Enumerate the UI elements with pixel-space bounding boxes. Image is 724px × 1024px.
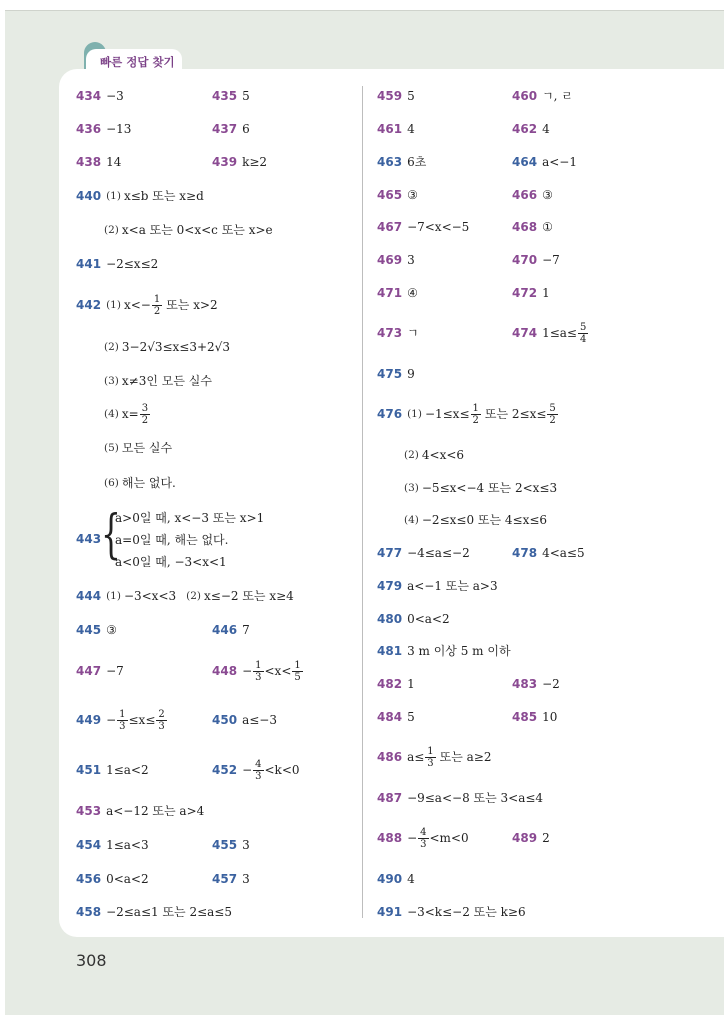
fraction: $\frac{3}{2}$: [141, 402, 149, 426]
answer-476-3: (3) −5≤x<−4 또는 2<x≤3: [404, 481, 558, 495]
page-number: 308: [76, 951, 107, 970]
answer-471: 471 ④: [377, 286, 418, 300]
answer-442-1: 442 (1) x<− $\frac{1}{2}$ 또는 x>2: [76, 293, 218, 317]
answer-456: 456 0<a<2: [76, 872, 149, 886]
answer-450: 450 a≤−3: [212, 713, 277, 727]
answer-442-2: (2) 3−2√3≤x≤3+2√3: [104, 340, 230, 354]
answer-440-2: (2) x<a 또는 0<x<c 또는 x>e: [104, 223, 273, 237]
answer-449: 449 − $\frac{1}{3}$ ≤x≤ $\frac{2}{3}$: [76, 708, 165, 732]
case-line: a<0일 때, −3<x<1: [115, 555, 227, 569]
answer-468: 468 ①: [512, 220, 553, 234]
case-lines: [115, 507, 264, 573]
answer-445: 445 ③: [76, 623, 117, 637]
answer-462: 462 4: [512, 122, 550, 136]
answer-466: 466 ③: [512, 188, 553, 202]
answer-473: 473 ㄱ: [377, 326, 419, 340]
answer-442-5: (5) 모든 실수: [104, 441, 173, 455]
answer-441: 441 −2≤x≤2: [76, 257, 159, 271]
answer-434: 434 −3: [76, 89, 124, 103]
answer-476-4: (4) −2≤x≤0 또는 4≤x≤6: [404, 513, 548, 527]
answer-439: 439 k≥2: [212, 155, 268, 169]
fraction: $\frac{4}{3}$: [255, 758, 262, 782]
answer-455: 455 3: [212, 838, 250, 852]
answer-482: 482 1: [377, 677, 415, 691]
answer-452: 452 − $\frac{4}{3}$ <k<0: [212, 758, 300, 782]
column-divider: [362, 86, 363, 918]
case-line: a=0일 때, 해는 없다.: [115, 533, 229, 547]
answer-442-6: (6) 해는 없다.: [104, 476, 176, 490]
fraction: $\frac{1}{3}$: [255, 659, 262, 683]
fraction: $\frac{5}{2}$: [549, 402, 556, 426]
answer-453: 453 a<−12 또는 a>4: [76, 804, 205, 818]
answer-446: 446 7: [212, 623, 250, 637]
answer-436: 436 −13: [76, 122, 132, 136]
answer-460: 460 ㄱ, ㄹ: [512, 89, 573, 103]
answer-478: 478 4<a≤5: [512, 546, 585, 560]
answer-489: 489 2: [512, 831, 550, 845]
fraction: $\frac{1}{5}$: [294, 659, 301, 683]
fraction: $\frac{2}{3}$: [158, 708, 165, 732]
answer-486: 486 a≤ $\frac{1}{3}$ 또는 a≥2: [377, 745, 492, 769]
answer-438: 438 14: [76, 155, 122, 169]
fraction: $\frac{1}{3}$: [427, 745, 434, 769]
answer-458: 458 −2≤a≤1 또는 2≤a≤5: [76, 905, 232, 919]
answer-457: 457 3: [212, 872, 250, 886]
answer-454: 454 1≤a<3: [76, 838, 149, 852]
fraction: $\frac{1}{3}$: [119, 708, 126, 732]
answer-491: 491 −3<k≤−2 또는 k≥6: [377, 905, 526, 919]
answer-437: 437 6: [212, 122, 250, 136]
answer-465: 465 ③: [377, 188, 418, 202]
answer-440-1: 440 (1) x≤b 또는 x≥d: [76, 189, 204, 203]
answer-444: 444 (1) −3<x<3 (2) x≤−2 또는 x≥4: [76, 589, 294, 603]
answer-475: 475 9: [377, 367, 415, 381]
fraction: $\frac{1}{2}$: [472, 402, 479, 426]
answer-479: 479 a<−1 또는 a>3: [377, 579, 498, 593]
answer-487: 487 −9≤a<−8 또는 3<a≤4: [377, 791, 544, 805]
answer-459: 459 5: [377, 89, 415, 103]
answer-485: 485 10: [512, 710, 558, 724]
answer-470: 470 −7: [512, 253, 560, 267]
answer-464: 464 a<−1: [512, 155, 577, 169]
brace: {: [101, 505, 121, 565]
section-title: 빠른 정답 찾기: [100, 55, 175, 69]
answer-469: 469 3: [377, 253, 415, 267]
fraction: $\frac{5}{4}$: [579, 321, 587, 345]
answer-442-4: (4) x= $\frac{3}{2}$: [104, 402, 149, 426]
answer-472: 472 1: [512, 286, 550, 300]
answer-467: 467 −7<x<−5: [377, 220, 470, 234]
answer-435: 435 5: [212, 89, 250, 103]
answer-480: 480 0<a<2: [377, 612, 450, 626]
answer-481: 481 3 m 이상 5 m 이하: [377, 644, 511, 658]
answer-463: 463 6초: [377, 155, 427, 169]
answer-476-1: 476 (1) −1≤x≤ $\frac{1}{2}$ 또는 2≤x≤ $\frac{5}{2}$: [377, 402, 556, 426]
answer-483: 483 −2: [512, 677, 560, 691]
answer-484: 484 5: [377, 710, 415, 724]
fraction: $\frac{1}{2}$: [153, 293, 161, 317]
case-line: a>0일 때, x<−3 또는 x>1: [115, 511, 265, 525]
answer-490: 490 4: [377, 872, 415, 886]
answer-488: 488 − $\frac{4}{3}$ <m<0: [377, 826, 469, 850]
fraction: $\frac{4}{3}$: [420, 826, 427, 850]
answer-461: 461 4: [377, 122, 415, 136]
answer-477: 477 −4≤a≤−2: [377, 546, 470, 560]
answer-474: 474 1≤a≤ $\frac{5}{4}$: [512, 321, 587, 345]
answer-451: 451 1≤a<2: [76, 763, 149, 777]
answer-443-number: 443: [76, 532, 102, 546]
answer-476-2: (2) 4<x<6: [404, 448, 465, 462]
answer-442-3: (3) x≠3인 모든 실수: [104, 374, 212, 388]
answer-447: 447 −7: [76, 664, 124, 678]
answer-448: 448 − $\frac{1}{3}$ <x< $\frac{1}{5}$: [212, 659, 301, 683]
